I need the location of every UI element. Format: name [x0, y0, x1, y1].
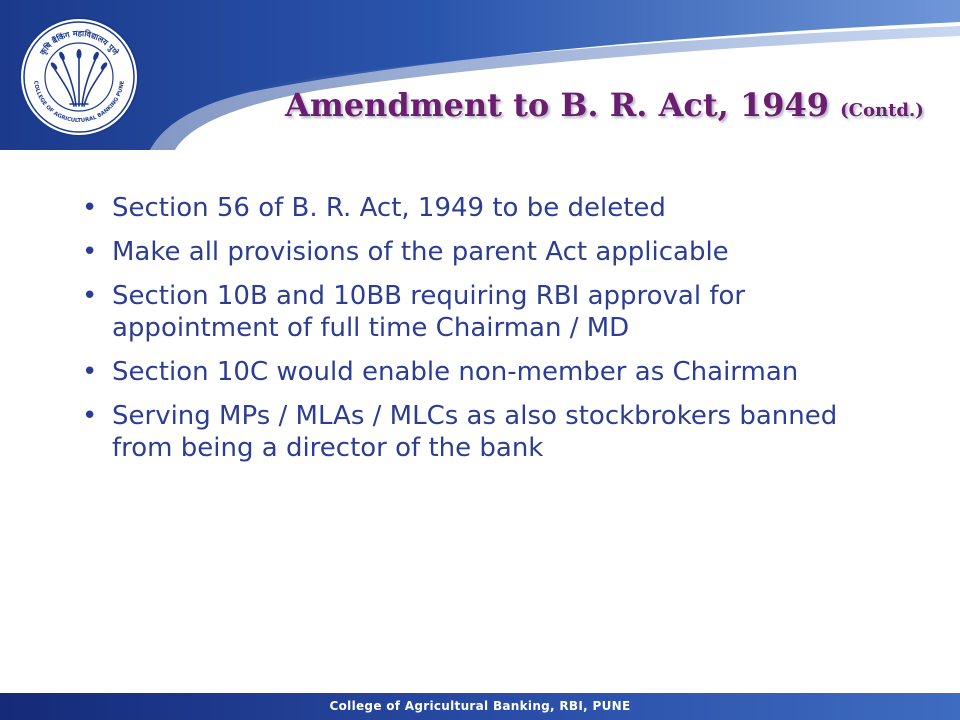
- bullet-text: Section 10C would enable non-member as Chairman: [112, 357, 799, 387]
- footer-bar: [0, 693, 960, 720]
- list-item: [80, 400, 900, 464]
- list-item: [80, 356, 900, 388]
- list-item: [80, 280, 900, 344]
- seal-text-top: कृषि बैंकिंग महाविद्यालय पुणे: [38, 28, 120, 57]
- bullet-text: Make all provisions of the parent Act applicable: [112, 237, 729, 267]
- bullet-list: [80, 192, 900, 476]
- bullet-icon: •: [82, 237, 98, 267]
- slide-title-suffix: (Contd.): [840, 100, 924, 121]
- bullet-text: Serving MPs / MLAs / MLCs as also stockbrokers banned from being a director of the bank: [112, 401, 838, 463]
- list-item: [80, 236, 900, 268]
- bullet-icon: •: [82, 281, 98, 311]
- bullet-icon: •: [82, 401, 98, 431]
- bullet-text: Section 56 of B. R. Act, 1949 to be deleted: [112, 193, 666, 223]
- bullet-text: Section 10B and 10BB requiring RBI approval for appointment of full time Chairman / MD: [112, 281, 746, 343]
- bullet-icon: •: [82, 357, 98, 387]
- college-seal-icon: [18, 16, 140, 138]
- header-band: [0, 0, 960, 150]
- slide-title: [285, 86, 945, 124]
- seal-text-bottom: COLLEGE OF AGRICULTURAL BANKING PUNE: [32, 80, 126, 125]
- slide-title-main: Amendment to B. R. Act, 1949: [285, 86, 829, 124]
- bullet-icon: •: [82, 193, 98, 223]
- list-item: [80, 192, 900, 224]
- footer-text: College of Agricultural Banking, RBI, PUNE: [329, 699, 631, 713]
